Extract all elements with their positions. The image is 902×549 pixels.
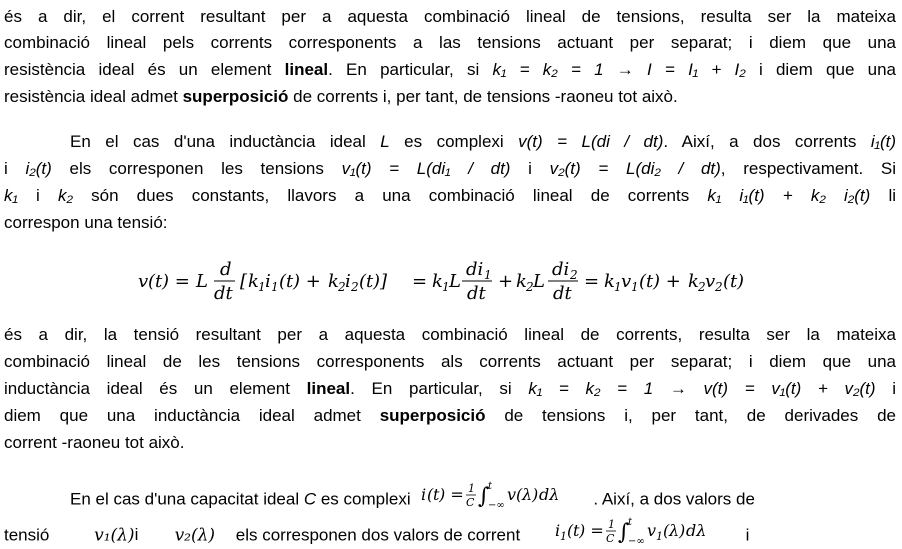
svg-text:C: C	[466, 496, 475, 509]
inline-math: k₁ i₁(t) + k₂ i₂(t)	[707, 186, 871, 205]
svg-text:v: v	[646, 521, 656, 540]
text: correspon una tensió:	[4, 213, 168, 232]
text: de tensions i, per tant, de derivades de	[485, 406, 896, 425]
inline-math: v₂(λ)	[174, 525, 216, 546]
svg-text:1: 1	[614, 280, 622, 294]
svg-text:L: L	[449, 271, 461, 292]
display-equation	[0, 255, 902, 307]
svg-text:i: i	[554, 521, 561, 540]
bold-term: superposició	[379, 406, 486, 425]
paragraph-line	[4, 183, 896, 209]
text: combinació lineal de les tensions corresponents als corrents actuant per separat; i diem que una	[4, 352, 896, 371]
svg-text:∫: ∫	[478, 484, 490, 509]
text: és a dir, la tensió resultant per a aquesta combinació lineal de corrents, resulta ser la mateixa	[4, 325, 896, 344]
svg-text:) +: ) +	[293, 271, 321, 292]
svg-text:) =: ) =	[162, 271, 190, 292]
inline-math: k₁	[4, 186, 18, 205]
svg-text:dt: dt	[467, 283, 486, 304]
inline-math: L	[380, 132, 390, 151]
svg-text:(: (	[359, 271, 367, 292]
svg-text:t: t	[488, 481, 493, 492]
svg-text:t: t	[646, 271, 654, 292]
svg-text:2: 2	[715, 280, 723, 294]
paragraph-line	[4, 210, 896, 236]
text: En el cas d'una capacitat ideal	[70, 489, 304, 509]
svg-text:(: (	[516, 485, 523, 504]
svg-text:1: 1	[442, 280, 450, 294]
paragraph-line	[4, 156, 896, 182]
svg-text:dλ: dλ	[685, 521, 707, 540]
svg-text:i: i	[265, 271, 271, 292]
svg-text:2: 2	[338, 280, 346, 294]
svg-text:t: t	[366, 271, 374, 292]
inline-math: C	[303, 489, 317, 509]
paragraph-line	[4, 349, 896, 375]
svg-text:=: =	[412, 271, 428, 292]
text: . Així, a dos corrents	[663, 132, 871, 151]
paragraph-line	[4, 129, 896, 155]
text: de corrents i, per tant, de tensions -raoneu tot això.	[288, 87, 678, 106]
paragraph-line	[4, 322, 896, 348]
svg-text:k: k	[328, 271, 339, 292]
svg-text:=: =	[584, 271, 600, 292]
svg-text:1: 1	[258, 280, 266, 294]
svg-text:−∞: −∞	[627, 536, 645, 546]
text: es complexi	[389, 132, 519, 151]
paragraph-line	[4, 4, 896, 30]
svg-text:) =: ) =	[439, 485, 465, 504]
bold-term: superposició	[182, 87, 289, 106]
svg-text:v: v	[705, 271, 716, 292]
paragraph-line	[4, 430, 896, 456]
svg-text:∫: ∫	[617, 520, 630, 545]
svg-text:(: (	[723, 271, 731, 292]
svg-text:L: L	[196, 271, 208, 292]
svg-text:+: +	[498, 271, 514, 292]
svg-text:dλ: dλ	[539, 485, 560, 504]
paragraph-line	[4, 480, 896, 510]
text: resistència ideal admet	[4, 87, 183, 106]
svg-text:t: t	[627, 517, 632, 528]
paragraph-line	[4, 57, 896, 83]
svg-text:di: di	[466, 259, 484, 280]
svg-text:(: (	[279, 271, 287, 292]
svg-text:1: 1	[468, 482, 476, 495]
text: és a dir, el corrent resultant per a aquesta combinació lineal de tensions, resulta ser la mateixa	[4, 7, 896, 26]
text: i	[740, 525, 750, 545]
svg-text:di: di	[552, 259, 570, 280]
svg-text:2: 2	[570, 268, 578, 282]
paragraph-line	[4, 403, 896, 429]
svg-text:k: k	[516, 271, 527, 292]
inline-math: v₁(t) = L(di₁ / dt)	[341, 159, 511, 178]
paragraph-line	[4, 30, 896, 56]
svg-text:i: i	[345, 271, 351, 292]
svg-text:d: d	[220, 259, 232, 280]
text: i diem que una	[745, 60, 896, 79]
text: i	[510, 159, 550, 178]
svg-text:1: 1	[655, 530, 663, 543]
svg-text:v: v	[507, 485, 517, 504]
inline-math: v₁(λ)	[94, 525, 135, 546]
svg-text:1: 1	[631, 280, 639, 294]
svg-text:k: k	[604, 271, 615, 292]
inline-math: v(t) = L(di / dt)	[518, 132, 664, 151]
text: . En particular, si	[350, 379, 529, 398]
svg-text:(: (	[566, 521, 574, 540]
svg-text:(: (	[639, 271, 647, 292]
svg-text:2: 2	[351, 280, 359, 294]
text: els corresponen dos valors de corrent	[231, 525, 525, 545]
text: i	[4, 159, 26, 178]
svg-text:dt: dt	[214, 283, 233, 304]
svg-text:v: v	[621, 271, 632, 292]
inline-integral	[415, 480, 593, 510]
text: els corresponen les tensions	[51, 159, 342, 178]
svg-text:2: 2	[698, 280, 706, 294]
text: i	[17, 186, 58, 205]
svg-text:[: [	[240, 271, 248, 292]
inline-math: k₁ = k₂ = 1 → v(t) = v₁(t) + v₂(t)	[528, 379, 876, 398]
svg-text:1: 1	[559, 530, 567, 543]
paragraph-line	[4, 516, 896, 546]
inline-math: k₁ = k₂ = 1 → I = I₁ + I₂	[492, 60, 746, 79]
inline-math: k₂	[57, 186, 73, 205]
integral-svg	[415, 480, 593, 510]
svg-text:dt: dt	[553, 283, 572, 304]
inline-math: i₁(t)	[870, 132, 896, 151]
svg-text:) +: ) +	[653, 271, 681, 292]
svg-text:): )	[737, 271, 745, 292]
equation-svg	[0, 255, 902, 307]
svg-text:)]: )]	[373, 271, 388, 292]
svg-text:): )	[678, 521, 686, 540]
svg-text:(: (	[427, 485, 434, 504]
svg-text:t: t	[730, 271, 738, 292]
integral-svg	[525, 516, 721, 546]
inline-math: i₂(t)	[25, 159, 52, 178]
svg-text:t: t	[433, 485, 440, 504]
text: corrent -raoneu tot això.	[4, 433, 185, 452]
text: són dues constants, llavors a una combinació lineal de corrents	[72, 186, 708, 205]
text: tensió	[4, 525, 55, 545]
text: resistència ideal és un element	[4, 60, 285, 79]
text: . En particular, si	[328, 60, 493, 79]
svg-text:1: 1	[484, 268, 492, 282]
text: combinació lineal pels corrents corresponents a las tensions actuant per separat; i diem que una	[4, 33, 896, 52]
inline-math: v₂(t) = L(di₂ / dt)	[549, 159, 721, 178]
text: , respectivament. Si	[720, 159, 896, 178]
svg-text:λ: λ	[522, 485, 533, 504]
svg-text:−∞: −∞	[488, 500, 506, 510]
svg-text:k: k	[432, 271, 443, 292]
svg-text:λ: λ	[668, 521, 680, 540]
svg-text:k: k	[248, 271, 259, 292]
svg-text:(: (	[662, 521, 670, 540]
text: diem que una inductància ideal admet	[4, 406, 380, 425]
svg-text:): )	[532, 485, 539, 504]
svg-text:k: k	[688, 271, 699, 292]
svg-text:t: t	[155, 271, 163, 292]
svg-text:i: i	[421, 485, 427, 504]
svg-text:t: t	[286, 271, 294, 292]
svg-text:1: 1	[271, 280, 279, 294]
inline-integral	[525, 516, 721, 546]
bold-term: lineal	[284, 60, 329, 79]
svg-text:1: 1	[607, 518, 615, 531]
text: En el cas d'una inductància ideal	[70, 132, 381, 151]
svg-text:) =: ) =	[578, 521, 604, 540]
svg-text:t: t	[572, 521, 580, 540]
text: . Així, a dos valors de	[593, 489, 755, 509]
svg-text:L: L	[533, 271, 545, 292]
svg-text:C: C	[605, 532, 615, 545]
text: inductància ideal és un element	[4, 379, 307, 398]
svg-text:(: (	[148, 271, 156, 292]
bold-term: lineal	[306, 379, 351, 398]
svg-text:2: 2	[526, 280, 534, 294]
text: li	[870, 186, 896, 205]
text: i	[875, 379, 896, 398]
paragraph-line	[4, 376, 896, 402]
paragraph-line	[4, 84, 896, 110]
text: es complexi	[316, 489, 416, 509]
svg-text:v: v	[138, 271, 149, 292]
text: i	[134, 525, 139, 545]
